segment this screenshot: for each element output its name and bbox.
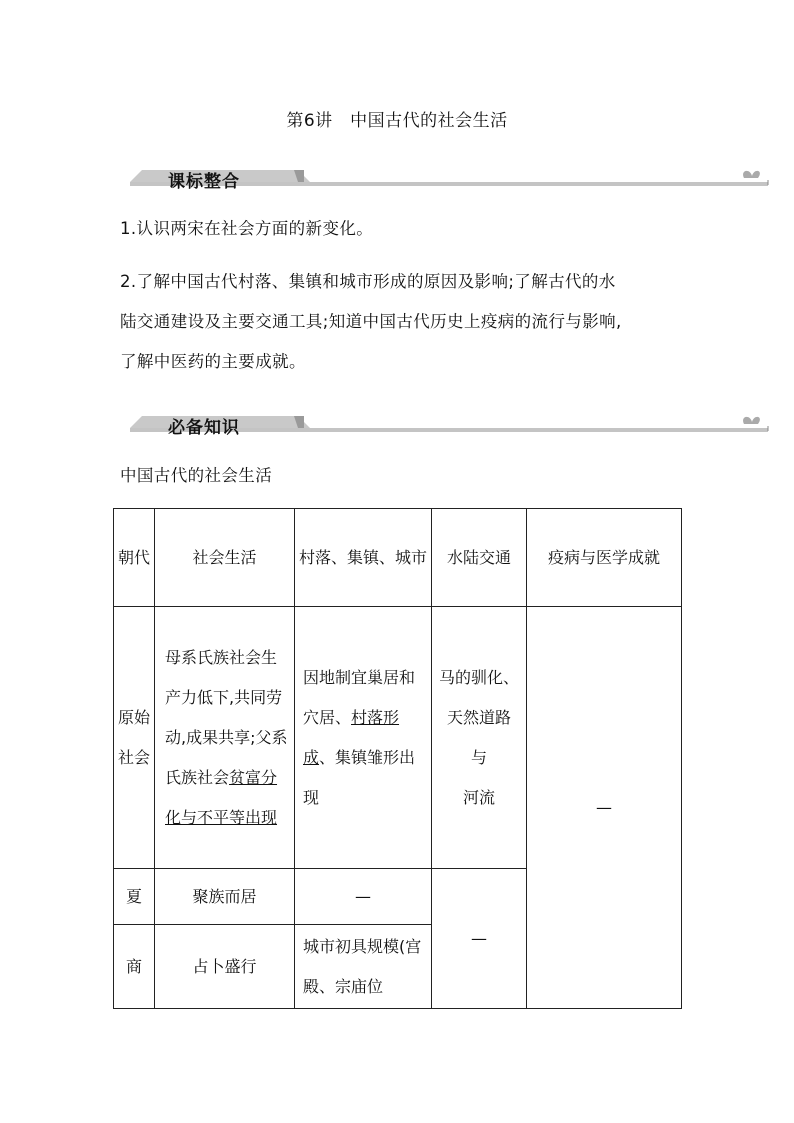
leaf-icon xyxy=(743,171,760,178)
standard-item-2 xyxy=(120,262,690,382)
header-transport: 水陆交通 xyxy=(432,509,527,607)
header-social-life: 社会生活 xyxy=(155,509,295,607)
village-underlined: 村落形成 xyxy=(303,707,400,767)
village-text-2: 、集镇雏形出现 xyxy=(303,747,416,807)
leaf-icon xyxy=(743,417,760,424)
section-heading-standards: 课标整合 xyxy=(168,172,240,192)
cell-transport-xia-shang: — xyxy=(432,869,527,1009)
section-banner-knowledge xyxy=(128,412,772,438)
cell-village-shang: 城市初具规模(宫殿、宗庙位 xyxy=(295,925,432,1009)
cell-social-life-primitive xyxy=(155,607,295,869)
transport-line-2: 天然道路 xyxy=(446,707,511,727)
header-dynasty: 朝代 xyxy=(114,509,155,607)
header-village: 村落、集镇、城市 xyxy=(295,509,432,607)
standard-item-2-line-3: 了解中医药的主要成就。 xyxy=(120,352,306,371)
standards-list xyxy=(120,209,690,249)
transport-line-4: 河流 xyxy=(462,787,495,807)
table-caption xyxy=(120,456,690,496)
table-caption-text: 中国古代的社会生活 xyxy=(120,466,273,485)
cell-dynasty-shang: 商 xyxy=(114,925,155,1009)
transport-line-1: 马的驯化、 xyxy=(438,667,519,687)
table-header-row xyxy=(114,509,682,607)
cell-dynasty-primitive: 原始社会 xyxy=(114,607,155,869)
social-life-underlined: 贫富分化与不平等出现 xyxy=(165,767,278,827)
standard-item-2-line-1: 2.了解中国古代村落、集镇和城市形成的原因及影响;了解古代的水 xyxy=(120,272,616,291)
header-disease: 疫病与医学成就 xyxy=(527,509,682,607)
cell-social-life-shang: 占卜盛行 xyxy=(155,925,295,1009)
standard-item-2-line-2: 陆交通建设及主要交通工具;知道中国古代历史上疫病的流行与影响, xyxy=(120,312,622,331)
cell-transport-primitive xyxy=(432,607,527,869)
section-heading-knowledge: 必备知识 xyxy=(168,418,240,438)
social-life-text: 母系氏族社会生产力低下,共同劳动,成果共享;父系氏族社会 xyxy=(165,647,288,787)
transport-line-3: 与 xyxy=(470,747,487,767)
section-banner-standards xyxy=(128,166,772,192)
social-life-table xyxy=(113,508,682,1009)
cell-social-life-xia: 聚族而居 xyxy=(155,869,295,925)
village-text-1: 因地制宜巢居和穴居、 xyxy=(303,667,416,727)
cell-village-primitive xyxy=(295,607,432,869)
standard-item-1: 1.认识两宋在社会方面的新变化。 xyxy=(120,219,374,238)
page-title: 第6讲 中国古代的社会生活 xyxy=(286,111,508,131)
cell-disease-primitive-to-shang: — xyxy=(527,607,682,1009)
table-row-primitive xyxy=(114,607,682,869)
cell-dynasty-xia: 夏 xyxy=(114,869,155,925)
cell-village-xia: — xyxy=(295,869,432,925)
